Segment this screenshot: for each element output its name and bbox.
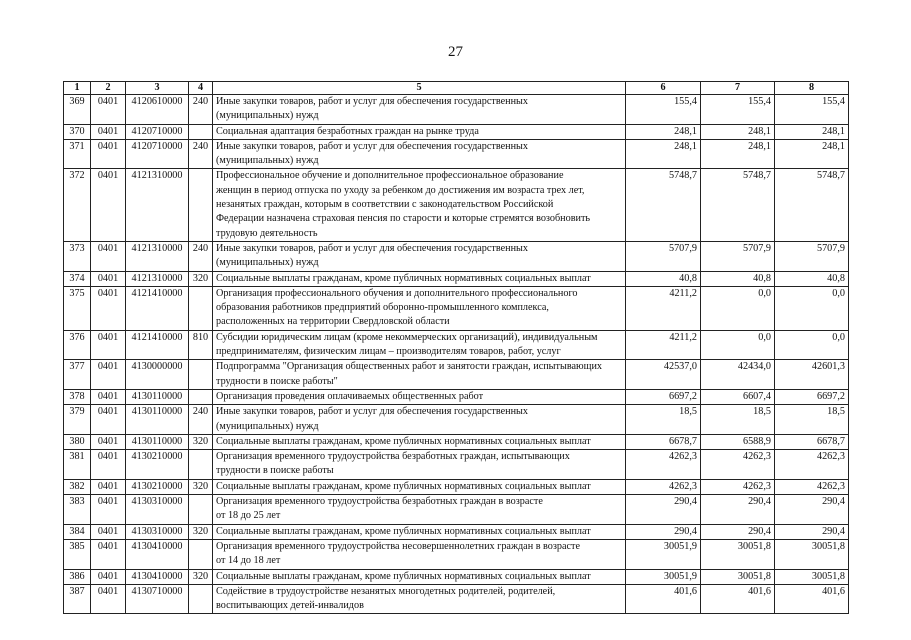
target-code: 4120710000 (126, 139, 189, 169)
row-number: 376 (64, 330, 91, 360)
expense-type-code (189, 360, 213, 390)
amount-col-8: 5748,7 (775, 169, 849, 241)
amount-col-7: 30051,8 (701, 569, 775, 584)
table-row (64, 450, 849, 480)
amount-col-8: 155,4 (775, 95, 849, 125)
amount-col-8: 30051,8 (775, 539, 849, 569)
target-code: 4130210000 (126, 450, 189, 480)
table-row (64, 524, 849, 539)
item-name-line: Организация проведения оплачиваемых общественных работ (216, 390, 484, 402)
amount-col-7: 0,0 (701, 286, 775, 330)
item-name-line: (муниципальных) нужд (216, 110, 319, 122)
item-name-line: Федерации назначена страховая пенсия по старости и которые стремятся возобновить (216, 213, 591, 225)
section-code: 0401 (91, 271, 126, 286)
section-code: 0401 (91, 524, 126, 539)
item-name-line: Организация временного трудоустройства безработных граждан в возрасте (216, 496, 543, 508)
expense-type-code: 320 (189, 271, 213, 286)
section-code: 0401 (91, 389, 126, 404)
item-name-line: предпринимателям, физическим лицам – производителям товаров, работ, услуг (216, 346, 561, 358)
amount-col-8: 42601,3 (775, 360, 849, 390)
amount-col-8: 6697,2 (775, 389, 849, 404)
row-number: 380 (64, 434, 91, 449)
section-code: 0401 (91, 330, 126, 360)
item-name-line: Социальные выплаты гражданам, кроме публичных нормативных социальных выплат (216, 272, 591, 284)
expense-type-code (189, 286, 213, 330)
target-code: 4130310000 (126, 524, 189, 539)
amount-col-6: 4211,2 (626, 330, 701, 360)
amount-col-6: 401,6 (626, 584, 701, 614)
target-code: 4130410000 (126, 539, 189, 569)
target-code: 4130110000 (126, 434, 189, 449)
item-name (213, 434, 626, 449)
table-row (64, 271, 849, 286)
item-name-line: Социальные выплаты гражданам, кроме публичных нормативных социальных выплат (216, 480, 591, 492)
item-name-line: от 14 до 18 лет (216, 555, 281, 567)
table-row (64, 241, 849, 271)
item-name (213, 584, 626, 614)
amount-col-7: 5707,9 (701, 241, 775, 271)
expense-type-code: 240 (189, 139, 213, 169)
amount-col-8: 30051,8 (775, 569, 849, 584)
amount-col-6: 30051,9 (626, 569, 701, 584)
item-name-line: незанятых граждан, которым в соответствии с законодательством Российской (216, 199, 554, 211)
amount-col-8: 248,1 (775, 124, 849, 139)
target-code: 4120710000 (126, 124, 189, 139)
table-row (64, 569, 849, 584)
expense-type-code: 320 (189, 569, 213, 584)
table-row (64, 330, 849, 360)
amount-col-6: 5748,7 (626, 169, 701, 241)
target-code: 4130710000 (126, 584, 189, 614)
column-header: 7 (701, 82, 775, 95)
column-header: 4 (189, 82, 213, 95)
column-header: 2 (91, 82, 126, 95)
amount-col-6: 248,1 (626, 139, 701, 169)
amount-col-7: 0,0 (701, 330, 775, 360)
expense-type-code: 240 (189, 241, 213, 271)
item-name (213, 569, 626, 584)
amount-col-6: 155,4 (626, 95, 701, 125)
amount-col-6: 4262,3 (626, 479, 701, 494)
amount-col-7: 42434,0 (701, 360, 775, 390)
target-code: 4121410000 (126, 286, 189, 330)
section-code: 0401 (91, 495, 126, 525)
column-header: 3 (126, 82, 189, 95)
amount-col-7: 6588,9 (701, 434, 775, 449)
item-name (213, 124, 626, 139)
item-name (213, 495, 626, 525)
amount-col-7: 40,8 (701, 271, 775, 286)
item-name-line: Субсидии юридическим лицам (кроме некоммерческих организаций), индивидуальным (216, 331, 598, 343)
row-number: 369 (64, 95, 91, 125)
section-code: 0401 (91, 286, 126, 330)
row-number: 375 (64, 286, 91, 330)
item-name-line: образования работников предприятий оборонно-промышленного комплекса, (216, 302, 549, 314)
column-header: 1 (64, 82, 91, 95)
item-name-line: Организация профессионального обучения и дополнительного профессионального (216, 287, 578, 299)
row-number: 379 (64, 405, 91, 435)
item-name-line: женщин в период отпуска по уходу за ребенком до достижения им возраста трех лет, (216, 184, 585, 196)
table-row (64, 389, 849, 404)
row-number: 383 (64, 495, 91, 525)
table-row (64, 169, 849, 241)
item-name-line: трудовую деятельность (216, 227, 318, 239)
amount-col-6: 40,8 (626, 271, 701, 286)
item-name-line: трудности в поиске работы" (216, 375, 338, 387)
section-code: 0401 (91, 241, 126, 271)
table-row (64, 434, 849, 449)
item-name-line: Организация временного трудоустройства несовершеннолетних граждан в возрасте (216, 540, 581, 552)
page-number: 27 (448, 44, 463, 60)
section-code: 0401 (91, 450, 126, 480)
target-code: 4130410000 (126, 569, 189, 584)
target-code: 4121310000 (126, 271, 189, 286)
amount-col-8: 290,4 (775, 524, 849, 539)
amount-col-7: 290,4 (701, 495, 775, 525)
row-number: 377 (64, 360, 91, 390)
header-row (64, 82, 849, 95)
expense-type-code (189, 169, 213, 241)
amount-col-6: 4262,3 (626, 450, 701, 480)
table-row (64, 479, 849, 494)
item-name (213, 241, 626, 271)
table-body (64, 95, 849, 614)
section-code: 0401 (91, 569, 126, 584)
row-number: 385 (64, 539, 91, 569)
item-name-line: Иные закупки товаров, работ и услуг для обеспечения государственных (216, 242, 528, 254)
amount-col-7: 4262,3 (701, 450, 775, 480)
item-name (213, 95, 626, 125)
section-code: 0401 (91, 405, 126, 435)
row-number: 387 (64, 584, 91, 614)
section-code: 0401 (91, 124, 126, 139)
target-code: 4120610000 (126, 95, 189, 125)
amount-col-8: 18,5 (775, 405, 849, 435)
target-code: 4130110000 (126, 389, 189, 404)
target-code: 4130000000 (126, 360, 189, 390)
item-name (213, 405, 626, 435)
expense-type-code (189, 450, 213, 480)
row-number: 378 (64, 389, 91, 404)
item-name-line: (муниципальных) нужд (216, 257, 319, 269)
amount-col-8: 290,4 (775, 495, 849, 525)
expense-type-code (189, 495, 213, 525)
row-number: 386 (64, 569, 91, 584)
item-name (213, 524, 626, 539)
item-name-line: Организация временного трудоустройства безработных граждан, испытывающих (216, 451, 570, 463)
item-name (213, 539, 626, 569)
item-name-line: Социальные выплаты гражданам, кроме публичных нормативных социальных выплат (216, 525, 591, 537)
amount-col-8: 0,0 (775, 330, 849, 360)
amount-col-6: 248,1 (626, 124, 701, 139)
amount-col-7: 6607,4 (701, 389, 775, 404)
row-number: 374 (64, 271, 91, 286)
section-code: 0401 (91, 95, 126, 125)
amount-col-8: 4262,3 (775, 450, 849, 480)
item-name-line: расположенных на территории Свердловской области (216, 316, 450, 328)
expense-type-code: 320 (189, 434, 213, 449)
row-number: 372 (64, 169, 91, 241)
amount-col-7: 30051,8 (701, 539, 775, 569)
item-name (213, 271, 626, 286)
section-code: 0401 (91, 434, 126, 449)
expense-type-code (189, 124, 213, 139)
amount-col-6: 290,4 (626, 495, 701, 525)
table-row (64, 584, 849, 614)
amount-col-7: 18,5 (701, 405, 775, 435)
item-name (213, 169, 626, 241)
item-name (213, 286, 626, 330)
column-header: 6 (626, 82, 701, 95)
item-name-line: Иные закупки товаров, работ и услуг для обеспечения государственных (216, 140, 528, 152)
column-header: 5 (213, 82, 626, 95)
item-name-line: трудности в поиске работы (216, 465, 334, 477)
expense-type-code: 320 (189, 479, 213, 494)
amount-col-7: 248,1 (701, 124, 775, 139)
amount-col-7: 248,1 (701, 139, 775, 169)
section-code: 0401 (91, 360, 126, 390)
section-code: 0401 (91, 169, 126, 241)
table-row (64, 405, 849, 435)
item-name (213, 139, 626, 169)
item-name (213, 360, 626, 390)
expense-type-code: 810 (189, 330, 213, 360)
amount-col-8: 4262,3 (775, 479, 849, 494)
amount-col-6: 4211,2 (626, 286, 701, 330)
table-row (64, 495, 849, 525)
item-name-line: от 18 до 25 лет (216, 510, 281, 522)
row-number: 381 (64, 450, 91, 480)
amount-col-7: 401,6 (701, 584, 775, 614)
table-row (64, 95, 849, 125)
expense-type-code: 240 (189, 405, 213, 435)
target-code: 4121410000 (126, 330, 189, 360)
row-number: 373 (64, 241, 91, 271)
item-name-line: воспитывающих детей-инвалидов (216, 600, 364, 612)
amount-col-8: 401,6 (775, 584, 849, 614)
amount-col-8: 6678,7 (775, 434, 849, 449)
item-name-line: Социальные выплаты гражданам, кроме публичных нормативных социальных выплат (216, 570, 591, 582)
item-name-line: Содействие в трудоустройстве незанятых многодетных родителей, родителей, (216, 585, 556, 597)
row-number: 370 (64, 124, 91, 139)
amount-col-8: 0,0 (775, 286, 849, 330)
expense-type-code (189, 539, 213, 569)
amount-col-8: 5707,9 (775, 241, 849, 271)
target-code: 4121310000 (126, 241, 189, 271)
amount-col-7: 5748,7 (701, 169, 775, 241)
section-code: 0401 (91, 479, 126, 494)
target-code: 4130110000 (126, 405, 189, 435)
table-row (64, 124, 849, 139)
table-row (64, 286, 849, 330)
item-name-line: Социальная адаптация безработных граждан на рынке труда (216, 125, 479, 137)
target-code: 4130310000 (126, 495, 189, 525)
item-name (213, 330, 626, 360)
amount-col-7: 290,4 (701, 524, 775, 539)
item-name (213, 479, 626, 494)
amount-col-6: 42537,0 (626, 360, 701, 390)
amount-col-8: 40,8 (775, 271, 849, 286)
item-name-line: Подпрограмма "Организация общественных работ и занятости граждан, испытывающих (216, 361, 603, 373)
amount-col-7: 4262,3 (701, 479, 775, 494)
amount-col-6: 290,4 (626, 524, 701, 539)
table-row (64, 139, 849, 169)
target-code: 4121310000 (126, 169, 189, 241)
amount-col-6: 30051,9 (626, 539, 701, 569)
budget-table (63, 81, 849, 614)
item-name-line: Профессиональное обучение и дополнительное профессиональное образование (216, 170, 564, 182)
row-number: 371 (64, 139, 91, 169)
item-name-line: (муниципальных) нужд (216, 155, 319, 167)
expense-type-code: 240 (189, 95, 213, 125)
amount-col-6: 18,5 (626, 405, 701, 435)
expense-type-code: 320 (189, 524, 213, 539)
row-number: 384 (64, 524, 91, 539)
row-number: 382 (64, 479, 91, 494)
section-code: 0401 (91, 139, 126, 169)
expense-type-code (189, 584, 213, 614)
item-name (213, 389, 626, 404)
amount-col-6: 6678,7 (626, 434, 701, 449)
item-name (213, 450, 626, 480)
item-name-line: Иные закупки товаров, работ и услуг для обеспечения государственных (216, 406, 528, 418)
item-name-line: Иные закупки товаров, работ и услуг для обеспечения государственных (216, 96, 528, 107)
target-code: 4130210000 (126, 479, 189, 494)
amount-col-6: 5707,9 (626, 241, 701, 271)
column-header: 8 (775, 82, 849, 95)
amount-col-7: 155,4 (701, 95, 775, 125)
item-name-line: (муниципальных) нужд (216, 420, 319, 432)
expense-type-code (189, 389, 213, 404)
table-row (64, 360, 849, 390)
section-code: 0401 (91, 539, 126, 569)
section-code: 0401 (91, 584, 126, 614)
amount-col-6: 6697,2 (626, 389, 701, 404)
item-name-line: Социальные выплаты гражданам, кроме публичных нормативных социальных выплат (216, 435, 591, 447)
amount-col-8: 248,1 (775, 139, 849, 169)
table-row (64, 539, 849, 569)
